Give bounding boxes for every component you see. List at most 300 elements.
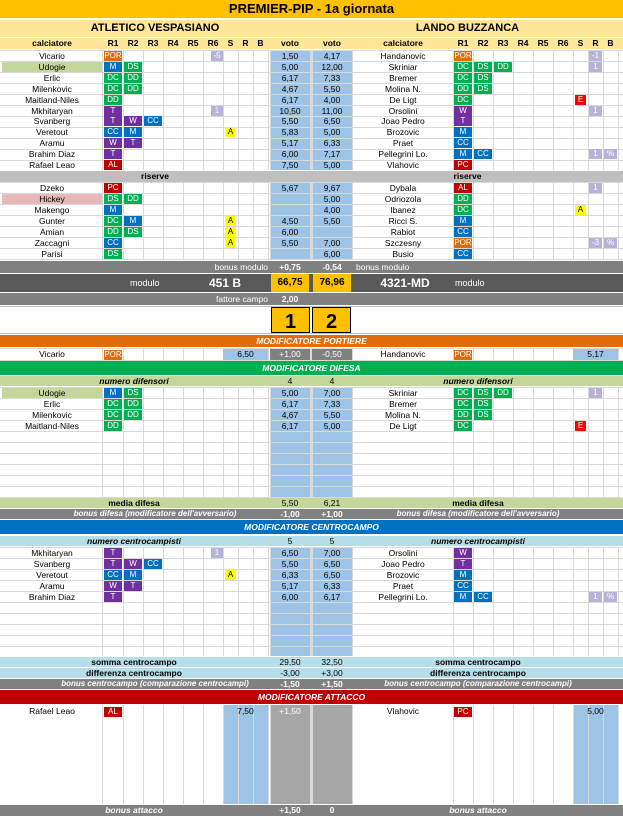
starter-row [0,106,623,116]
role-badge: PC [104,183,122,193]
grid-line [0,453,623,454]
role-badge: T [104,116,122,126]
home-vote: 5,00 [281,61,299,72]
role-badge: CC [454,581,472,591]
player-name: Svanberg [33,116,71,127]
role-badge: CC [454,138,472,148]
mid-mod-title [0,520,623,534]
home-vote: 6,00 [281,227,299,237]
role-badge: T [104,106,122,116]
def-count-away: 4 [329,376,335,386]
role-badge: DC [454,205,472,215]
role-badge: DS [474,84,492,94]
role-badge: M [454,592,472,602]
player-name: Maitland-Niles [25,94,79,105]
player-name: De Ligt [389,94,417,105]
grid-line [163,705,164,804]
def-media-row [0,498,623,508]
mid-diff-label: differenza centrocampo [430,668,526,678]
home-vote: 4,50 [281,216,299,226]
def-bonus-label: bonus difesa (modificatore dell'avversario) [73,509,237,518]
bench-header [0,171,623,182]
player-name: Busio [392,249,414,259]
player-name: Pellegrini Lo. [378,149,428,160]
player-name: Brahim Diaz [28,149,76,160]
col-r2: R2 [477,38,489,48]
player-name: Udogie [2,388,102,398]
att-mod-title [0,690,623,704]
bonus-mark: 1 [589,106,602,116]
role-badge: M [124,570,142,580]
player-name: Orsolini [388,548,418,558]
role-badge: POR [454,238,472,247]
bench-title-home: riserve [141,171,169,181]
away-vote: 5,00 [323,160,341,170]
role-badge: DC [454,388,472,398]
red-card: E [575,421,586,431]
home-vote: 5,17 [281,138,299,149]
col-r4: R4 [517,38,529,48]
modulo-row [0,274,623,292]
grid-line [603,705,604,804]
role-badge: CC [144,559,162,569]
mid-diff-row [0,668,623,678]
grid-line [0,259,623,260]
role-badge: T [104,559,122,569]
fattore-label: fattore campo [216,294,268,304]
role-badge: DC [104,84,122,94]
grid-line [533,705,534,804]
yellow-card: A [225,238,236,248]
def-bonus-row [0,509,623,519]
player-name: Amian [39,227,65,237]
player-name: Odriozola [384,194,422,204]
grid-line [143,705,144,804]
player-name: Erlic [43,72,61,83]
role-badge: DD [124,410,142,420]
away-vote: 4,00 [323,205,341,215]
away-vote: 11,00 [321,105,343,116]
home-vote [270,194,310,204]
role-badge: DC [104,410,122,420]
player-name: Erlic [43,399,61,409]
bonus-modulo-away: -0,54 [322,262,342,272]
role-badge: DS [474,410,492,420]
grid-line [618,705,619,804]
away-vote: 6,33 [323,581,341,591]
player-name: Handanovic [380,51,426,61]
role-badge: T [104,149,122,159]
grid-line [0,646,623,647]
mid-diff-label: differenza centrocampo [86,668,182,678]
starter-row [0,95,623,105]
col-vote: voto [281,38,299,48]
col-vote: voto [323,38,341,48]
mid-sum-label: somma centrocampo [91,657,177,667]
att-bonus-home: +1,50 [279,805,301,815]
def-media-label: media difesa [108,498,160,508]
col-r2: R2 [127,38,139,48]
col-r: R [592,38,599,48]
mid-count-home: 5 [287,536,293,546]
grid-line [453,705,454,804]
def-count-label: numero difensori [99,376,169,386]
role-badge: T [454,559,472,569]
column-header [0,38,623,49]
player-name: Milenkovic [32,410,72,420]
def-row [0,410,623,420]
player-name: Ibanez [390,205,416,215]
grid-line [352,705,353,804]
player-name: Hickey [2,194,102,204]
def-bonus-away: +1,00 [321,509,343,519]
role-badge: POR [104,349,122,359]
home-vote: 5,17 [281,581,299,591]
player-name: Dybala [389,183,417,193]
role-badge: DC [104,73,122,83]
away-vote: 5,00 [323,127,341,138]
def-count-row [0,376,623,386]
yellow-card: A [225,127,236,137]
yellow-card: A [225,216,236,226]
yellow-card: A [225,570,236,580]
modulo-away: 4321-MD [380,276,430,290]
role-badge: W [454,106,472,116]
role-badge: M [104,205,122,215]
role-badge: CC [454,227,472,237]
att-bonus-row [0,805,623,816]
grid-line [183,705,184,804]
role-badge: DD [124,73,142,83]
title-bar [0,0,623,18]
grid-line [553,705,554,804]
role-badge: M [104,62,122,72]
grid-line [223,705,224,804]
mid-bonus-home: -1,50 [280,679,300,689]
page-title: PREMIER-PIP - 1a giornata [228,1,395,16]
role-badge: W [104,581,122,591]
bonus-mark: 1 [589,592,602,602]
def-row [0,388,623,398]
team-header [0,20,623,37]
role-badge: CC [104,570,122,580]
bench-row [0,249,623,259]
player-name: Gunter [39,216,65,226]
role-badge: PC [454,707,472,717]
grid-line [0,624,623,625]
bonus-mark: 1 [211,106,223,116]
col-b: B [607,38,614,48]
col-player: calciatore [32,38,72,48]
player-name: Vicario [39,51,65,61]
starter-row [0,127,623,137]
grid-line [473,705,474,804]
role-badge: AL [104,707,122,717]
player-name: Aramu [39,581,65,591]
player-name: Veretout [36,127,68,138]
grid-line [513,705,514,804]
role-badge: DC [454,399,472,409]
grid-line [573,705,574,804]
home-vote: 5,67 [281,183,299,193]
col-r1: R1 [107,38,119,48]
grid-line [253,705,254,804]
gk-vote-away: 5,17 [573,349,618,360]
player-name: Vlahovic [386,160,420,170]
player-name: Bremer [389,72,417,83]
gk-vote-home: 6,50 [223,349,268,360]
grid-line [0,431,623,432]
mid-row [0,548,623,558]
player-name: Svanberg [33,559,71,569]
mid-row [0,570,623,580]
player-name: Orsolini [388,105,418,116]
def-media-away: 6,21 [323,498,341,508]
bonus-mark: -5 [211,51,223,61]
home-vote [270,249,310,259]
home-vote: 7,50 [281,160,299,170]
role-badge: AL [454,183,472,193]
modulo-label: modulo [455,278,485,288]
role-badge: T [124,581,142,591]
starter-row [0,138,623,148]
home-vote: 6,00 [281,592,299,602]
player-name: Vicario [39,349,65,359]
yellow-card: A [575,205,586,215]
mid-diff-home: -3,00 [280,668,300,678]
bonus-mark: 1 [589,183,602,193]
col-r5: R5 [537,38,549,48]
mid-row [0,592,623,602]
gk-mod-away: -0,50 [312,349,352,360]
grid-line [268,705,269,804]
att-mod-row [0,706,623,717]
away-vote: 6,00 [323,249,341,259]
att-bonus-label: bonus attacco [105,805,163,815]
gk-mod-row [0,349,623,360]
role-badge: DC [454,73,472,83]
player-name: Veretout [36,570,68,580]
role-badge: CC [144,116,162,126]
player-name: Vlahovic [386,706,420,716]
home-vote: 4,67 [281,83,299,94]
bonus-modulo-row [0,261,623,273]
player-name: Milenkovic [32,83,72,94]
bench-row [0,227,623,237]
def-mod-title [0,361,623,375]
role-badge: CC [474,592,492,602]
bench-row [0,238,623,248]
role-badge: DS [474,73,492,83]
away-vote: 6,50 [323,570,341,580]
role-badge: AL [104,160,122,170]
role-badge: M [104,388,122,398]
home-vote: 4,67 [281,410,299,420]
mid-bonus-row [0,679,623,689]
player-name: Handanovic [380,349,426,359]
player-name: Praet [392,581,414,591]
role-badge: CC [454,249,472,259]
vote-column-band [573,705,618,804]
player-name: Pellegrini Lo. [378,592,428,602]
player-name: Joao Pedro [381,559,425,569]
away-vote: 5,50 [323,83,341,94]
role-badge: DS [474,399,492,409]
role-badge: DS [124,62,142,72]
role-badge: DS [474,62,492,72]
fattore-value: 2,00 [281,294,299,304]
home-vote: 5,50 [281,559,299,569]
yellow-card: A [225,227,236,237]
col-s: S [227,38,234,48]
att-vote-away: 5,00 [587,706,604,716]
col-r5: R5 [187,38,199,48]
role-badge: W [124,116,142,126]
away-vote: 7,33 [323,72,341,83]
mid-count-label: numero centrocampisti [87,536,181,546]
player-name: Rafael Leao [29,160,75,170]
player-name: Szczesny [384,238,422,248]
def-media-home: 5,50 [281,498,299,508]
goals-home: 1 [271,307,310,333]
role-badge: CC [104,127,122,137]
starter-row [0,160,623,170]
modulo-home: 451 B [208,276,242,290]
role-badge: T [454,116,472,126]
col-r6: R6 [557,38,569,48]
grid-line [0,475,623,476]
home-vote: 5,50 [281,238,299,248]
mod-column-band [312,705,352,804]
player-name: Zaccagni [34,238,70,248]
role-badge: DS [124,227,142,237]
away-vote: 4,00 [323,94,341,105]
away-vote [312,227,352,237]
role-badge: CC [104,238,122,248]
away-vote: 7,00 [323,238,341,248]
grid-line [270,705,271,804]
mid-bonus-label: bonus centrocampo (comparazione centrocampi) [61,679,249,688]
role-badge: DC [104,399,122,409]
away-vote: 7,00 [323,548,341,558]
home-vote: 6,17 [281,72,299,83]
role-badge: DS [104,194,122,204]
col-r: R [242,38,249,48]
mid-sum-label: somma centrocampo [435,657,521,667]
player-name: Praet [392,138,414,149]
role-badge: DD [454,194,472,204]
home-vote [270,205,310,215]
role-badge: M [454,570,472,580]
away-vote: 5,00 [323,194,341,204]
starter-row [0,149,623,159]
grid-line [203,705,204,804]
role-badge: DD [124,84,142,94]
col-r3: R3 [147,38,159,48]
away-vote: 6,50 [323,559,341,569]
home-vote: 10,50 [279,105,301,116]
bonus-modulo-label: bonus modulo [214,262,268,272]
home-team-name: ATLETICO VESPASIANO [90,22,220,34]
bonus-mark: % [604,149,617,159]
player-name: Mkhitaryan [31,548,73,558]
goals-away: 2 [312,307,351,333]
away-vote: 9,67 [323,183,341,193]
role-badge: M [454,216,472,226]
player-name: Udogie [2,62,102,72]
col-r6: R6 [207,38,219,48]
role-badge: POR [454,349,472,359]
total-away: 76,96 [313,274,351,292]
modulo-label: modulo [130,278,160,288]
role-badge: DS [474,388,492,398]
player-name: Dzeko [39,183,65,193]
grid-line [0,442,623,443]
player-name: Mkhitaryan [31,105,73,116]
role-badge: DD [104,227,122,237]
mid-count-away: 5 [329,536,335,546]
col-player: calciatore [383,38,423,48]
away-vote: 6,17 [323,592,341,602]
player-name: Molina N. [385,83,421,94]
att-bonus-label: bonus attacco [449,805,507,815]
role-badge: DD [104,421,122,431]
role-badge: M [454,149,472,159]
bonus-modulo-label: bonus modulo [356,262,410,272]
grid-line [588,705,589,804]
role-badge: DD [124,399,142,409]
bonus-mark: -1 [589,51,602,61]
bonus-modulo-home: +0,75 [270,261,310,273]
bonus-mark: 1 [589,149,602,159]
role-badge: DS [124,388,142,398]
mid-sum-away: 32,50 [321,657,343,667]
role-badge: DD [454,84,472,94]
mid-row [0,581,623,591]
role-badge: DD [104,95,122,105]
grid-line [0,602,623,603]
role-badge: W [104,138,122,148]
bench-row [0,216,623,226]
starter-row [0,62,623,72]
mod-column-band [270,705,310,804]
away-vote: 7,00 [323,388,341,398]
player-name: Bremer [389,399,417,409]
score-row [0,306,623,334]
mid-bonus-label: bonus centrocampo (comparazione centrocampi) [384,679,572,688]
player-name: Aramu [39,138,65,149]
role-badge: W [454,548,472,558]
player-name: Ricci S. [388,216,418,226]
grid-line [102,705,103,804]
total-home: 66,75 [271,274,309,292]
away-vote: 7,33 [323,399,341,409]
away-vote: 4,17 [323,51,341,61]
home-vote: 6,17 [281,399,299,409]
bench-title-away: riserve [453,171,482,181]
grid-line [312,705,313,804]
starter-row [0,116,623,126]
vote-column-band [223,705,268,804]
role-badge: T [104,592,122,602]
def-media-label: media difesa [452,498,504,508]
col-r4: R4 [167,38,179,48]
away-vote: 5,50 [323,410,341,420]
col-s: S [577,38,584,48]
gk-mod-home: +1,00 [270,349,310,360]
att-bonus-away: 0 [329,805,335,815]
att-mod-title: MODIFICATORE ATTACCO [257,692,366,702]
